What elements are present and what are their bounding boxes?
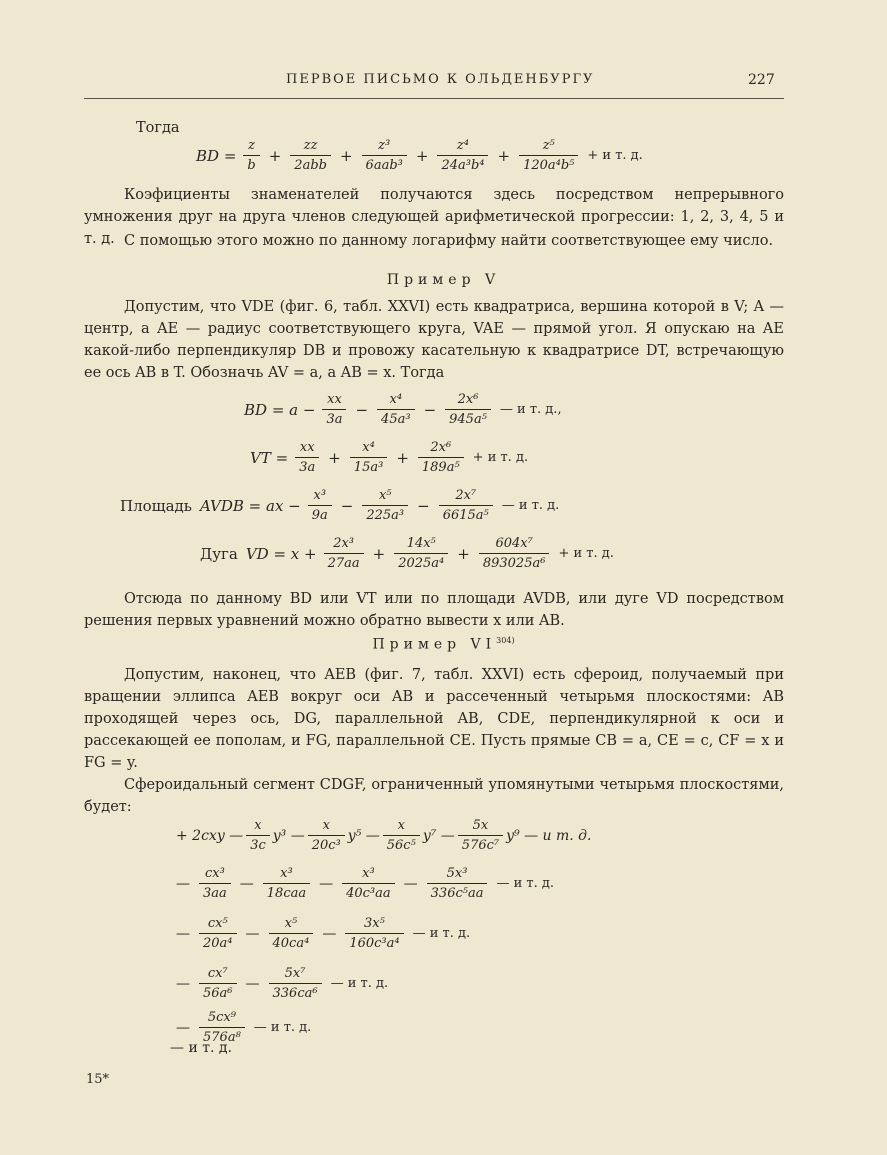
example-6-heading: Пример VI$^{304)}$ <box>372 636 515 653</box>
fraction: $\frac{x}{\text{20c³}}$ <box>308 818 345 853</box>
fraction: $\frac{\text{2x⁶}}{\text{189a⁵}}$ <box>418 440 464 475</box>
formula-vt: VT = $\frac{xx}{3a}$ + $\frac{\text{x⁴}}{\text{15a³}}$ + $\frac{\text{2x⁶}}{\text{189a⁵}}$ + и т. д. <box>250 440 529 475</box>
fraction: $\frac{\text{x⁴}}{\text{45a³}}$ <box>377 392 415 427</box>
fraction: $\frac{\text{cx³}}{3aa}$ <box>199 866 231 901</box>
example-5-heading: Пример V <box>386 272 501 288</box>
fraction: $\frac{\text{x³}}{9a}$ <box>308 488 332 523</box>
series-row-1: + 2cxy — $\frac{x}{3c}$ y³ — $\frac{x}{\text{20c³}}$ y⁵ — $\frac{x}{\text{56c⁵}}$ y⁷ — $\frac{5x}{\text{576c⁷}}$ y⁹ — и т. д. <box>176 818 592 853</box>
formula-arc: Дуга VD = x + $\frac{\text{2x³}}{27aa}$ + $\frac{\text{14x⁵}}{\text{2025a⁴}}$ + $\frac{\text{604x⁷}}{\text{893025a⁶}}$ + и т. д. <box>200 536 614 571</box>
page-number: 227 <box>748 72 775 88</box>
fraction: $\frac{5x}{\text{576c⁷}}$ <box>458 818 503 853</box>
formula-bd-quadratrix: BD = a − $\frac{xx}{3a}$ − $\frac{\text{x⁴}}{\text{45a³}}$ − $\frac{\text{2x⁶}}{\text{945a⁵}}$ — и т. д., <box>244 392 562 427</box>
running-head: ПЕРВОЕ ПИСЬМО К ОЛЬДЕНБУРГУ <box>286 72 595 87</box>
paragraph-inversion: Отсюда по данному BD или VT или по площади AVDB, или дуге VD посредством решения первых уравнений можно обратно вывести x или AB. <box>84 591 784 629</box>
fraction: $\frac{\text{cx⁷}}{\text{56a⁶}}$ <box>199 966 237 1001</box>
fraction: $\frac{\text{2x³}}{27aa}$ <box>324 536 364 571</box>
paragraph-logarithm: С помощью этого можно по данному логарифму найти соответствующее ему число. <box>124 233 774 249</box>
fraction: $\frac{\text{5x³}}{\text{336c⁵aa}}$ <box>427 866 488 901</box>
formula-bd-series: BD = $\frac{z}{b}$ + $\frac{zz}{\text{2abb}}$ + $\frac{\text{z³}}{\text{6aab³}}$ + $\frac{\text{z⁴}}{\text{24a³b⁴}}$ + $\frac{\text{z⁵}}{\text{120a⁴b⁵}}$ + и т. д. <box>196 138 643 173</box>
fraction: $\frac{\text{x³}}{\text{18caa}}$ <box>263 866 310 901</box>
fraction: $\frac{\text{14x⁵}}{\text{2025a⁴}}$ <box>394 536 448 571</box>
paragraph-segment: Сфероидальный сегмент CDGF, ограниченный упомянутыми четырьмя плоскостями, будет: <box>84 777 784 815</box>
fraction: $\frac{\text{x³}}{\text{40c³aa}}$ <box>342 866 395 901</box>
fraction: $\frac{z}{b}$ <box>243 138 259 173</box>
formula-lhs: BD = <box>196 146 237 165</box>
fraction: $\frac{xx}{3a}$ <box>322 392 346 427</box>
series-row-3: — $\frac{\text{cx⁵}}{\text{20a⁴}}$ — $\frac{\text{x⁵}}{\text{40ca⁴}}$ — $\frac{\text{3x⁵}}{\text{160c³a⁴}}$ — и т. д. <box>176 916 471 951</box>
formula-tail: + и т. д. <box>587 148 643 163</box>
paragraph-quadratrix: Допустим, что VDE (фиг. 6, табл. XXVI) есть квадратриса, вершина которой в V; A — центр, а AE — радиус соответствующего круга, VAE — прямой угол. Я опускаю на AE какой-либо перпендикуляр DB и провожу касательную к квадратрисе DT, встречающую ее ось AB в T. Обозначь AV = a, а AB = x. Тогда <box>84 299 784 381</box>
paragraph-spheroid: Допустим, наконец, что AEB (фиг. 7, табл. XXVI) есть сфероид, получаемый при вращении эллипса AEB вокруг оси AB и рассеченный четырьмя плоскостями: AB проходящей через ось, DG, параллельной AB, CDE, перпендикулярной к оси и рассекающей ее пополам, и FG, параллельной CE. Пусть прямые CB = a, CE = c, CF = x и FG = y. <box>84 667 784 771</box>
fraction: $\frac{\text{cx⁵}}{\text{20a⁴}}$ <box>199 916 237 951</box>
series-row-5: — $\frac{\text{5cx⁹}}{\text{576a⁸}}$ — и т. д. <box>176 1010 312 1045</box>
fraction: $\frac{\text{5cx⁹}}{\text{576a⁸}}$ <box>199 1010 245 1045</box>
signature-mark: 15* <box>86 1072 110 1087</box>
fraction: $\frac{\text{2x⁷}}{\text{6615a⁵}}$ <box>439 488 493 523</box>
fraction: $\frac{\text{5x⁷}}{\text{336ca⁶}}$ <box>269 966 322 1001</box>
fraction: $\frac{\text{z³}}{\text{6aab³}}$ <box>362 138 407 173</box>
fraction: $\frac{\text{x⁵}}{\text{225a³}}$ <box>362 488 408 523</box>
fraction: $\frac{zz}{\text{2abb}}$ <box>290 138 331 173</box>
fraction: $\frac{\text{z⁴}}{\text{24a³b⁴}}$ <box>437 138 488 173</box>
fraction: $\frac{xx}{3a}$ <box>295 440 319 475</box>
series-row-2: — $\frac{\text{cx³}}{3aa}$ — $\frac{\text{x³}}{\text{18caa}}$ — $\frac{\text{x³}}{\text{40c³aa}}$ — $\frac{\text{5x³}}{\text{336c⁵aa}}$ — и т. д. <box>176 866 554 901</box>
fraction: $\frac{\text{2x⁶}}{\text{945a⁵}}$ <box>445 392 491 427</box>
fraction: $\frac{\text{x⁴}}{\text{15a³}}$ <box>350 440 388 475</box>
fraction: $\frac{x}{\text{56c⁵}}$ <box>383 818 420 853</box>
fraction: $\frac{x}{3c}$ <box>246 818 270 853</box>
series-row-6: — и т. д. <box>170 1040 232 1056</box>
formula-area: Площадь AVDB = ax − $\frac{\text{x³}}{9a}$ − $\frac{\text{x⁵}}{\text{225a³}}$ − $\frac{\text{2x⁷}}{\text{6615a⁵}}$ — и т. д. <box>120 488 560 523</box>
fraction: $\frac{\text{x⁵}}{\text{40ca⁴}}$ <box>269 916 314 951</box>
togda-label: Тогда <box>136 120 180 136</box>
footnote-reference: 304) <box>496 636 515 645</box>
fraction: $\frac{\text{z⁵}}{\text{120a⁴b⁵}}$ <box>519 138 578 173</box>
paragraph-coefficients: Коэфициенты знаменателей получаются здесь посредством непрерывного умножения друг на друга членов следующей арифметической прогрессии: 1, 2, 3, 4, 5 и т. д. <box>84 187 784 247</box>
fraction: $\frac{\text{604x⁷}}{\text{893025a⁶}}$ <box>479 536 550 571</box>
series-row-4: — $\frac{\text{cx⁷}}{\text{56a⁶}}$ — $\frac{\text{5x⁷}}{\text{336ca⁶}}$ — и т. д. <box>176 966 389 1001</box>
header-rule <box>84 98 784 99</box>
fraction: $\frac{\text{3x⁵}}{\text{160c³a⁴}}$ <box>345 916 403 951</box>
